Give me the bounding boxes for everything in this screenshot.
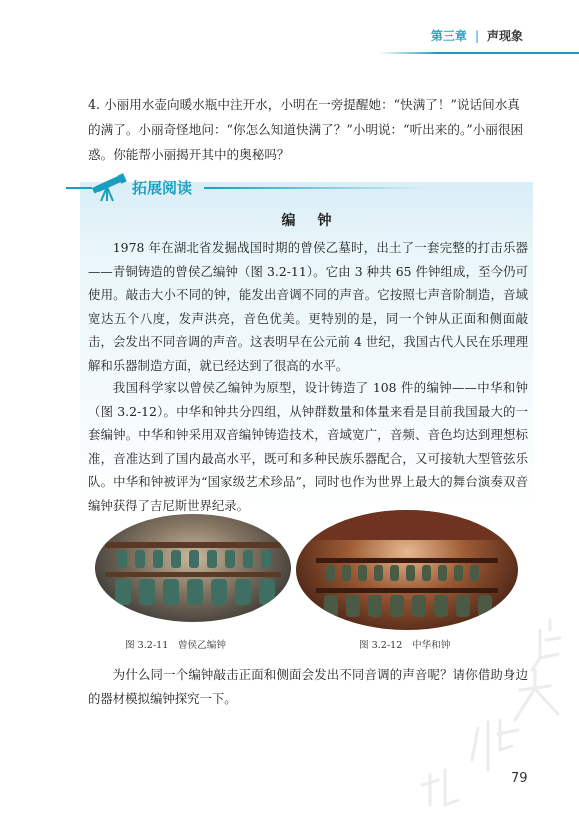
chapter-label: 第三章	[430, 29, 467, 43]
chapter-topic: 声现象	[486, 29, 523, 43]
exercise-question: 4. 小丽用水壶向暖水瓶中注开水，小明在一旁提醒她：“快满了！”说话间水真的满了。小丽奇怪地问：“你怎么知道快满了？”小明说：“听出来的。”小丽很困惑。你能帮小丽揭开其中的奥秘吗？	[88, 97, 524, 162]
header-rule	[378, 52, 579, 54]
figure-caption-2: 图 3.2-12 中华和钟	[359, 640, 451, 651]
page-number: 79	[511, 771, 528, 786]
chapter-header	[431, 27, 523, 44]
zenghouyi-bells-photo	[95, 514, 291, 622]
extended-reading-banner	[66, 172, 426, 202]
banner-line-right	[204, 187, 426, 189]
header-separator: |	[474, 28, 479, 43]
extended-reading-title: 拓展阅读	[132, 179, 193, 197]
figure-caption-1: 图 3.2-11 曾侯乙编钟	[125, 640, 226, 651]
article-paragraph-2: 我国科学家以曾侯乙编钟为原型，设计铸造了 108 件的编钟——中华和钟（图 3.2-12）。中华和钟共分四组，从钟群数量和体量来看是目前我国最大的一套编钟。中华和钟采用双音编钟铸造技术，音域宽广，音频、音色均达到理想标准，音准达到了国内最高水平，既可和多种民族乐器配合，又可接轨大型管弦乐队。中华和钟被评为“国家级艺术珍品”，同时也作为世界上最大的舞台演奏双音编钟获得了吉尼斯世界纪录。	[88, 380, 528, 513]
telescope-icon	[92, 172, 128, 202]
article-paragraph-1: 1978 年在湖北省发掘战国时期的曾侯乙墓时，出土了一套完整的打击乐器——青铜铸造的曾侯乙编钟（图 3.2-11）。它由 3 种共 65 件钟组成，至今仍可使用。敲击大小不同的钟，能发出音调不同的声音。它按照七声音阶制造，音域宽达五个八度，发声洪亮，音色优美。更特别的是，同一个钟从正面和侧面敲击，会发出不同音调的声音。这表明早在公元前 4 世纪，我国古代人民在乐理理解和乐器制造方面，就已经达到了很高的水平。	[88, 240, 528, 373]
bell-rack-graphic	[95, 514, 291, 622]
publisher-watermark	[400, 610, 575, 815]
banner-line-left	[66, 187, 92, 189]
closing-question: 为什么同一个编钟敲击正面和侧面会发出不同音调的声音呢？请你借助身边的器材模拟编钟探究一下。	[88, 667, 528, 706]
article-title: 编钟	[281, 213, 354, 229]
